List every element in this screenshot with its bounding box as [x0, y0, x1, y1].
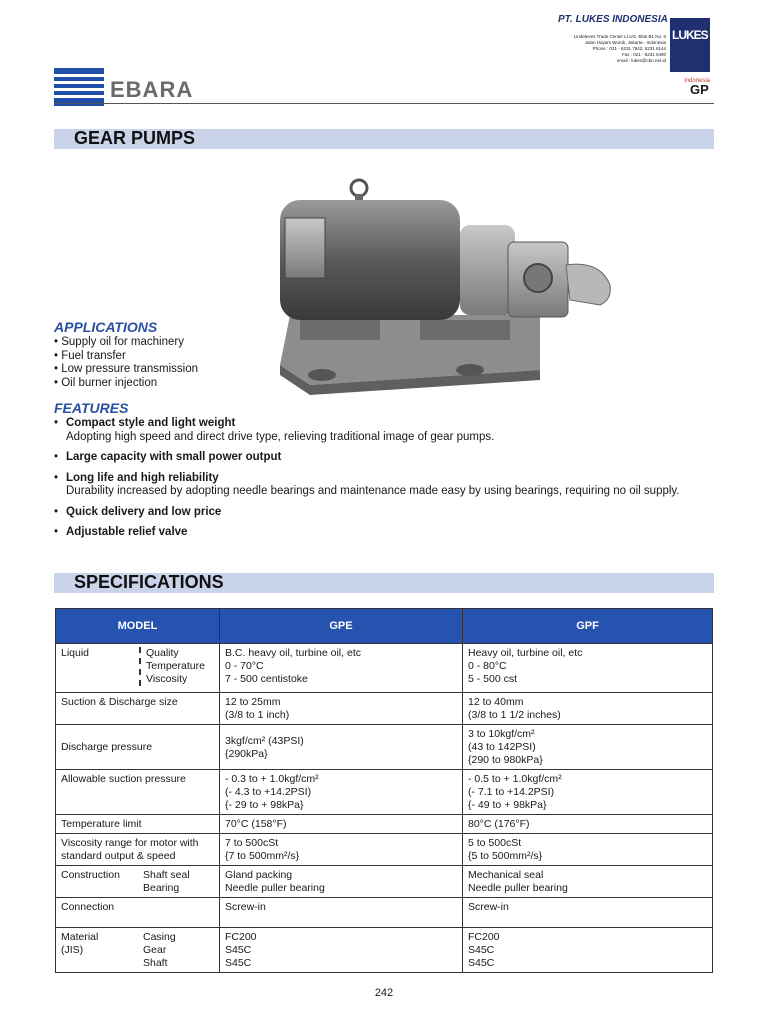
page-title: GEAR PUMPS [74, 128, 196, 148]
table-row [56, 770, 713, 815]
row-label: Connection [56, 898, 220, 928]
cell-gpe: 12 to 25mm (3/8 to 1 inch) [220, 693, 463, 725]
page-number: 242 [374, 987, 394, 999]
row-label: Construction Shaft seal Bearing [56, 866, 220, 898]
cell-gpe: 3kgf/cm² (43PSI) {290kPa} [220, 725, 463, 770]
table-row [56, 834, 713, 866]
lukes-logo-sub: indonesia [684, 78, 710, 84]
row-label: Discharge pressure [56, 725, 220, 770]
feature-item [54, 526, 694, 540]
feature-item [54, 451, 694, 465]
feature-desc: Adopting high speed and direct drive type, relieving traditional image of gear pumps. [66, 430, 495, 443]
feature-title: • Large capacity with small power output [66, 451, 282, 463]
list-item: • Fuel transfer [54, 350, 198, 364]
table-row [56, 815, 713, 834]
row-label: Viscosity range for motor with standard output & speed [56, 834, 220, 866]
header-divider [54, 103, 714, 104]
cell-gpe: B.C. heavy oil, turbine oil, etc 0 - 70°C 7 - 500 centistoke [220, 644, 463, 693]
dealer-address: Lindeteves Trade Center Lt.UG, Blok B1 No. 6 Jalan Hayam Wuruk, Jakarta - Indonesia Phone : 021 - 6231 7942, 6231 6144 Fax : 021 - 6231 0490 email : lukes@cbn.net.id [573, 34, 666, 63]
feature-item [54, 506, 694, 520]
specifications-table [55, 608, 713, 973]
cell-gpe: Screw-in [220, 898, 463, 928]
cell-gpf: 80°C (176°F) [463, 815, 713, 834]
row-label: Suction & Discharge size [56, 693, 220, 725]
cell-gpf: Mechanical seal Needle puller bearing [463, 866, 713, 898]
table-header-row [56, 609, 713, 644]
applications-heading: APPLICATIONS [54, 319, 158, 335]
cell-gpf: 12 to 40mm (3/8 to 1 1/2 inches) [463, 693, 713, 725]
col-header-gpf: GPF [463, 609, 713, 644]
row-label: Material (JIS) Casing Gear Shaft [56, 928, 220, 973]
brand-name: EBARA [110, 77, 194, 102]
cell-gpe: 70°C (158°F) [220, 815, 463, 834]
title-bar [54, 129, 714, 149]
features-heading: FEATURES [54, 400, 129, 416]
table-row [56, 928, 713, 973]
lukes-logo: LUKES [670, 18, 710, 72]
cell-gpe: Gland packing Needle puller bearing [220, 866, 463, 898]
cell-gpf: - 0.5 to + 1.0kgf/cm² (- 7.1 to +14.2PSI) {- 49 to + 98kPa} [463, 770, 713, 815]
table-row [56, 725, 713, 770]
gear-pump-photo [270, 170, 630, 400]
table-row [56, 644, 713, 693]
list-item: • Supply oil for machinery [54, 336, 198, 350]
dealer-name: PT. LUKES INDONESIA [558, 14, 668, 25]
feature-item [54, 417, 694, 444]
ebara-wave-icon [54, 68, 104, 106]
specifications-heading: SPECIFICATIONS [74, 572, 224, 592]
list-item: • Low pressure transmission [54, 363, 198, 377]
cell-gpf: Screw-in [463, 898, 713, 928]
feature-desc: Durability increased by adopting needle bearings and maintenance made easy by using bearings, requiring no oil supply. [66, 485, 680, 497]
table-row [56, 866, 713, 898]
row-label: Temperature limit [56, 815, 220, 834]
row-label: Allowable suction pressure [56, 770, 220, 815]
row-label: Liquid Quality Temperature Viscosity [56, 644, 220, 693]
feature-item [54, 472, 694, 499]
cell-gpf: 5 to 500cSt {5 to 500mm²/s} [463, 834, 713, 866]
list-item: • Oil burner injection [54, 377, 198, 391]
feature-title: • Adjustable relief valve [66, 526, 188, 538]
col-header-gpe: GPE [220, 609, 463, 644]
cell-gpf: Heavy oil, turbine oil, etc 0 - 80°C 5 - 500 cst [463, 644, 713, 693]
section-code: GP [690, 82, 709, 97]
cell-gpf: 3 to 10kgf/cm² (43 to 142PSI) {290 to 980kPa} [463, 725, 713, 770]
feature-title: • Compact style and light weight [66, 417, 236, 429]
cell-gpe: - 0.3 to + 1.0kgf/cm² (- 4.3 to +14.2PSI) {- 29 to + 98kPa} [220, 770, 463, 815]
dealer-block [548, 14, 714, 84]
feature-title: • Long life and high reliability [66, 471, 219, 484]
table-row [56, 898, 713, 928]
applications-list [54, 336, 198, 390]
feature-title: • Quick delivery and low price [66, 505, 222, 518]
cell-gpe: 7 to 500cSt {7 to 500mm²/s} [220, 834, 463, 866]
ebara-logo [54, 68, 194, 106]
table-row [56, 693, 713, 725]
cell-gpf: FC200 S45C S45C [463, 928, 713, 973]
col-header-model: MODEL [56, 609, 220, 644]
cell-gpe: FC200 S45C S45C [220, 928, 463, 973]
features-list [54, 417, 694, 547]
specifications-bar [54, 573, 714, 593]
